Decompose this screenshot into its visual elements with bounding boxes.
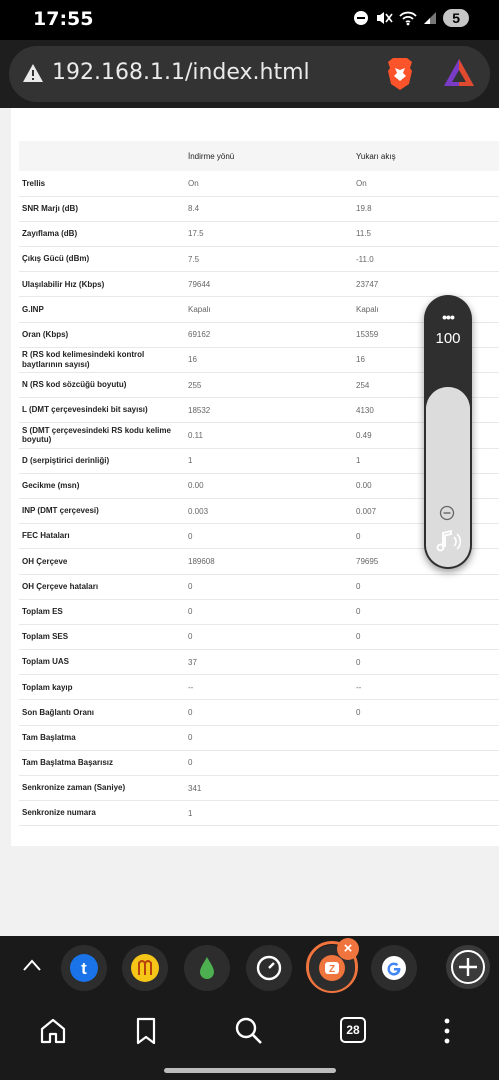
row-label: Senkronize numara — [19, 801, 188, 826]
table-row — [19, 750, 499, 775]
row-label: Toplam SES — [19, 624, 188, 649]
more-options-icon[interactable]: ••• — [442, 309, 454, 325]
row-label: D (serpiştirici derinliği) — [19, 448, 188, 473]
table-row — [19, 675, 499, 700]
downstream-value: 0 — [188, 599, 356, 624]
upstream-value — [356, 725, 499, 750]
row-label: Toplam ES — [19, 599, 188, 624]
downstream-value: On — [188, 171, 356, 196]
table-header-row — [19, 141, 499, 171]
row-label: Zayıflama (dB) — [19, 221, 188, 246]
brave-shields-icon[interactable] — [383, 56, 417, 92]
volume-down-icon[interactable] — [439, 505, 455, 521]
drop-app-icon — [195, 955, 219, 981]
downstream-value: Kapalı — [188, 297, 356, 322]
downstream-value: 341 — [188, 776, 356, 801]
bookmark-icon[interactable] — [131, 1016, 161, 1046]
status-bar — [0, 0, 499, 40]
google-icon — [381, 955, 407, 981]
row-label: Son Bağlantı Oranı — [19, 700, 188, 725]
upstream-value: 0 — [356, 574, 499, 599]
upstream-value: 0 — [356, 624, 499, 649]
downstream-value: 0 — [188, 700, 356, 725]
downstream-value: 37 — [188, 650, 356, 675]
header-downstream: İndirme yönü — [188, 141, 356, 171]
upstream-value: 79695 — [356, 549, 499, 574]
t-app-icon — [69, 953, 99, 983]
downstream-value: 0 — [188, 725, 356, 750]
downstream-value: 0 — [188, 524, 356, 549]
table-row — [19, 171, 499, 196]
tab-count-button[interactable]: 28 — [340, 1017, 366, 1043]
upstream-value: Kapalı — [356, 297, 499, 322]
downstream-value: 69162 — [188, 322, 356, 347]
table-row — [19, 221, 499, 246]
downstream-value: 189608 — [188, 549, 356, 574]
row-label: FEC Hataları — [19, 524, 188, 549]
downstream-value: 8.4 — [188, 196, 356, 221]
downstream-value: 0.003 — [188, 498, 356, 523]
volume-value: 100 — [435, 330, 461, 347]
row-label: Çıkış Gücü (dBm) — [19, 247, 188, 272]
upstream-value: 0 — [356, 599, 499, 624]
downstream-value: 16 — [188, 347, 356, 372]
table-row — [19, 574, 499, 599]
downstream-value: 0.00 — [188, 473, 356, 498]
row-label: Tam Başlatma — [19, 725, 188, 750]
downstream-value: 0.11 — [188, 423, 356, 448]
row-label: Toplam UAS — [19, 650, 188, 675]
row-label: N (RS kod sözcüğü boyutu) — [19, 373, 188, 398]
tab-google[interactable] — [371, 945, 417, 991]
downstream-value: 255 — [188, 373, 356, 398]
upstream-value: 0 — [356, 650, 499, 675]
search-icon[interactable] — [234, 1016, 264, 1046]
header-upstream: Yukarı akış — [356, 141, 499, 171]
url-text[interactable]: 192.168.1.1/index.html — [52, 60, 310, 85]
upstream-value — [356, 776, 499, 801]
table-row — [19, 247, 499, 272]
row-label: Trellis — [19, 171, 188, 196]
address-bar[interactable] — [9, 46, 490, 102]
upstream-value: 4130 — [356, 398, 499, 423]
close-tab-icon[interactable]: × — [337, 938, 359, 960]
upstream-value: 11.5 — [356, 221, 499, 246]
row-label: R (RS kod kelimesindeki kontrol baytlarının sayısı) — [19, 347, 188, 372]
upstream-value: 0.007 — [356, 498, 499, 523]
svg-text:t: t — [81, 959, 87, 978]
row-label: G.INP — [19, 297, 188, 322]
signal-icon — [423, 11, 437, 25]
upstream-value — [356, 750, 499, 775]
table-row — [19, 725, 499, 750]
upstream-value: 0 — [356, 524, 499, 549]
upstream-value: -- — [356, 675, 499, 700]
upstream-value: 1 — [356, 448, 499, 473]
row-label: SNR Marjı (dB) — [19, 196, 188, 221]
upstream-value: 0.49 — [356, 423, 499, 448]
header-label-column — [19, 141, 188, 171]
mute-icon — [375, 10, 393, 26]
do-not-disturb-icon — [353, 10, 369, 26]
table-row — [19, 599, 499, 624]
chevron-up-icon[interactable] — [22, 958, 42, 972]
row-label: L (DMT çerçevesindeki bit sayısı) — [19, 398, 188, 423]
tab-drop-app[interactable] — [184, 945, 230, 991]
table-row — [19, 801, 499, 826]
table-row — [19, 624, 499, 649]
downstream-value: 0 — [188, 624, 356, 649]
table-row — [19, 650, 499, 675]
upstream-value: 254 — [356, 373, 499, 398]
upstream-value: On — [356, 171, 499, 196]
downstream-value: 0 — [188, 750, 356, 775]
upstream-value: 16 — [356, 347, 499, 372]
row-label: Ulaşılabilir Hız (Kbps) — [19, 272, 188, 297]
row-label: Gecikme (msn) — [19, 473, 188, 498]
battery-indicator: 5 — [443, 9, 469, 27]
status-time: 17:55 — [33, 8, 94, 30]
menu-dots-icon[interactable] — [432, 1016, 462, 1046]
row-label: Tam Başlatma Başarısız — [19, 750, 188, 775]
upstream-value: 0 — [356, 700, 499, 725]
bottom-navigation — [0, 1000, 499, 1080]
not-secure-warning-icon[interactable] — [22, 62, 44, 84]
table-row — [19, 700, 499, 725]
new-tab-button[interactable] — [446, 945, 490, 989]
downstream-value: 1 — [188, 801, 356, 826]
tab-yellow-app[interactable] — [122, 945, 168, 991]
downstream-value: 79644 — [188, 272, 356, 297]
table-row — [19, 272, 499, 297]
upstream-value: 15359 — [356, 322, 499, 347]
browser-toolbar — [0, 40, 499, 108]
upstream-value: -11.0 — [356, 247, 499, 272]
downstream-value: 0 — [188, 574, 356, 599]
downstream-value: 1 — [188, 448, 356, 473]
row-label: Senkronize zaman (Saniye) — [19, 776, 188, 801]
row-label: OH Çerçeve — [19, 549, 188, 574]
speedometer-icon — [255, 954, 283, 982]
downstream-value: -- — [188, 675, 356, 700]
upstream-value: 19.8 — [356, 196, 499, 221]
wifi-icon — [399, 10, 417, 26]
row-label: S (DMT çerçevesindeki RS kodu kelime boyutu) — [19, 423, 188, 448]
upstream-value — [356, 801, 499, 826]
home-gesture-bar[interactable] — [164, 1068, 336, 1073]
row-label: OH Çerçeve hataları — [19, 574, 188, 599]
downstream-value: 17.5 — [188, 221, 356, 246]
row-label: INP (DMT çerçevesi) — [19, 498, 188, 523]
status-icons — [353, 9, 469, 27]
downstream-value: 7.5 — [188, 247, 356, 272]
svg-text:Z: Z — [328, 964, 336, 975]
volume-panel[interactable] — [424, 295, 472, 569]
downstream-value: 18532 — [188, 398, 356, 423]
tab-speedtest[interactable] — [246, 945, 292, 991]
tdfbs-app-icon — [130, 953, 160, 983]
upstream-value: 23747 — [356, 272, 499, 297]
brave-rewards-icon[interactable] — [442, 56, 476, 90]
upstream-value: 0.00 — [356, 473, 499, 498]
tab-switcher-strip — [0, 936, 499, 1000]
media-volume-icon[interactable] — [434, 529, 464, 553]
plus-icon — [446, 945, 490, 989]
table-row — [19, 196, 499, 221]
row-label: Toplam kayıp — [19, 675, 188, 700]
tab-t-app[interactable] — [61, 945, 107, 991]
home-icon[interactable] — [38, 1016, 68, 1046]
table-row — [19, 776, 499, 801]
row-label: Oran (Kbps) — [19, 322, 188, 347]
